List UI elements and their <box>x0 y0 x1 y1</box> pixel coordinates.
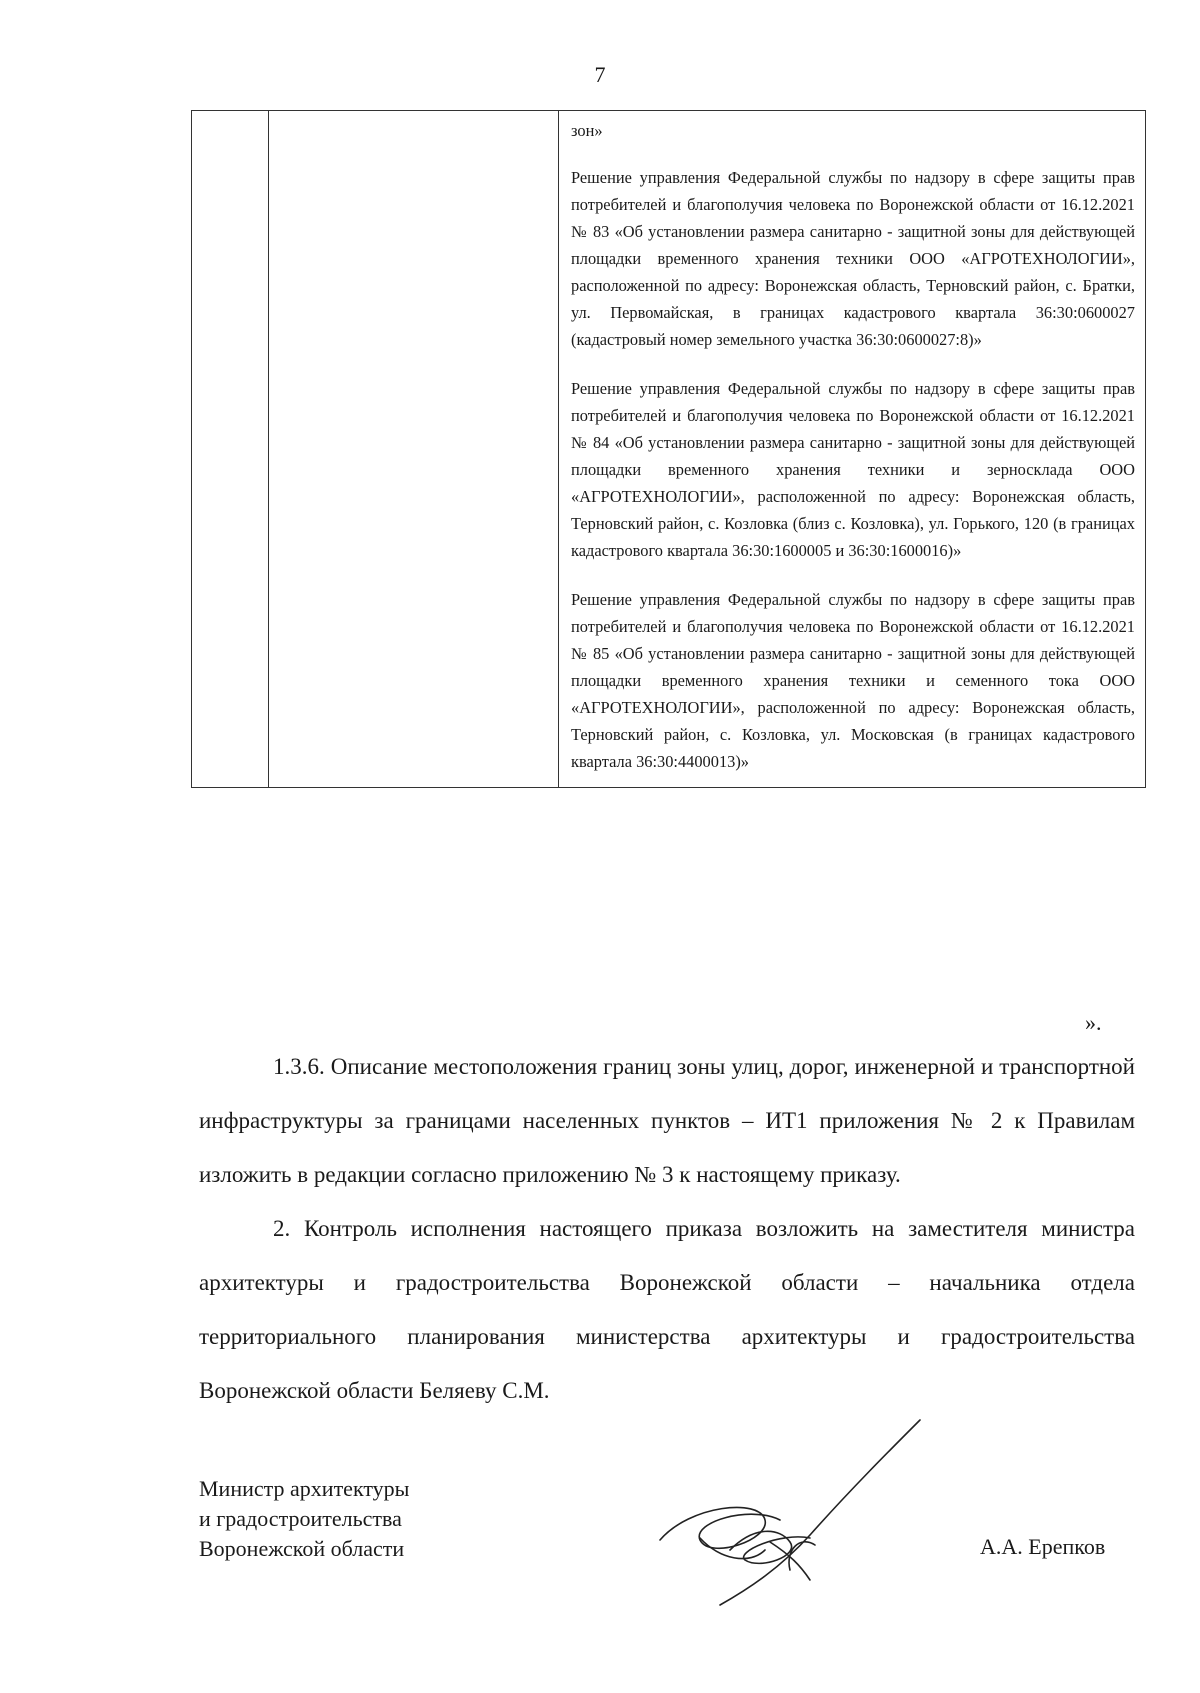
handwritten-signature <box>640 1410 980 1610</box>
table-row <box>192 111 1146 788</box>
document-table <box>191 110 1146 788</box>
table-paragraph: Решение управления Федеральной службы по надзору в сфере защиты прав потребителей и благополучия человека по Воронежской области от 16.12.2021 № 85 «Об установлении размера санитарно - защитной зоны для действующей площадки временного хранения техники и семенного тока ООО «АГРОТЕХНОЛОГИИ», расположенной по адресу: Воронежская область, Терновский район, с. Козловка, ул. Московская (в границах кадастрового квартала 36:30:4400013)» <box>571 590 1135 771</box>
position-line: и градостроительства <box>199 1506 402 1531</box>
position-line: Воронежской области <box>199 1536 405 1561</box>
table-paragraph: Решение управления Федеральной службы по надзору в сфере защиты прав потребителей и благополучия человека по Воронежской области от 16.12.2021 № 84 «Об установлении размера санитарно - защитной зоны для действующей площадки временного хранения техники и зерносклада ООО «АГРОТЕХНОЛОГИИ», расположенной по адресу: Воронежская область, Терновский район, с. Козловка (близ с. Козловка), ул. Горького, 120 (в границах кадастрового квартала 36:30:1600005 и 36:30:1600016)» <box>571 379 1135 560</box>
table-cell-documents <box>559 111 1146 788</box>
table-paragraph: зон» <box>571 121 603 140</box>
closing-quote: ». <box>1085 1010 1102 1035</box>
table-paragraph: Решение управления Федеральной службы по надзору в сфере защиты прав потребителей и благополучия человека по Воронежской области от 16.12.2021 № 83 «Об установлении размера санитарно - защитной зоны для действующей площадки временного хранения техники ООО «АГРОТЕХНОЛОГИИ», расположенной по адресу: Воронежская область, Терновский район, с. Братки, ул. Первомайская, в границах кадастрового квартала 36:30:0600027 (кадастровый номер земельного участка 36:30:0600027:8)» <box>571 168 1135 349</box>
signatory-position <box>199 1474 409 1564</box>
table-cell-number <box>192 111 269 788</box>
position-line: Министр архитектуры <box>199 1476 410 1501</box>
page-number: 7 <box>594 62 606 87</box>
body-paragraph: 2. Контроль исполнения настоящего приказа возложить на заместителя министра архитектуры и градостроительства Воронежской области – начальника отдела территориального планирования министерства архитектуры и градостроительства Воронежской области Беляеву С.М. <box>199 1216 1135 1403</box>
body-paragraph: 1.3.6. Описание местоположения границ зоны улиц, дорог, инженерной и транспортной инфраструктуры за границами населенных пунктов – ИТ1 приложения № 2 к Правилам изложить в редакции согласно приложению № 3 к настоящему приказу. <box>199 1054 1135 1187</box>
signer-name: А.А. Ерепков <box>980 1534 1106 1559</box>
body-text <box>199 1040 1135 1418</box>
table-cell-zone <box>269 111 559 788</box>
